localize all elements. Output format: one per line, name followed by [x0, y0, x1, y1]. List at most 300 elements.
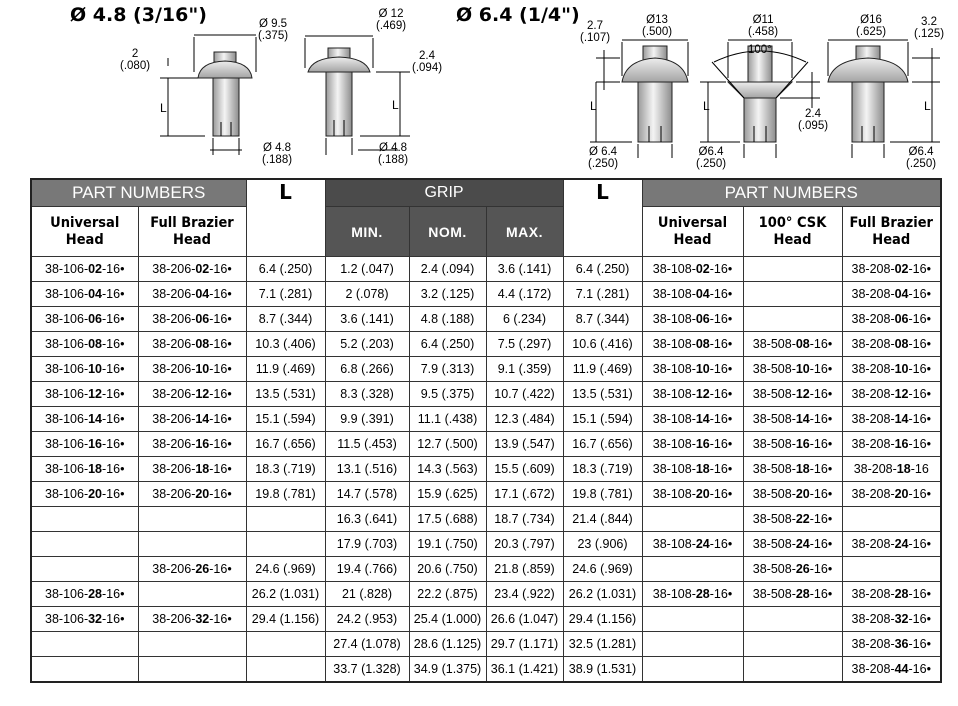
table-cell [31, 382, 138, 407]
table-cell [842, 557, 941, 582]
part-size-code: 02 [894, 262, 909, 276]
part-prefix: 38-106- [45, 487, 89, 501]
table-cell [642, 382, 743, 407]
part-suffix: -16• [908, 437, 931, 451]
part-size-code: 22 [795, 512, 810, 526]
part-size-code: 12 [88, 387, 103, 401]
rivet-drawings [0, 0, 958, 178]
table-cell: 16.7 (.656) [563, 432, 642, 457]
part-size-code: 08 [795, 337, 810, 351]
table-cell: 19.4 (.766) [325, 557, 409, 582]
table-cell: 11.9 (.469) [563, 357, 642, 382]
part-prefix: 38-106- [45, 412, 89, 426]
part-suffix: -16• [209, 312, 232, 326]
table-cell [138, 657, 246, 683]
table-cell: 19.8 (.781) [563, 482, 642, 507]
header-universal-head-right: Universal Head [642, 207, 743, 257]
header-full-brazier-head-right: Full Brazier Head [842, 207, 941, 257]
part-suffix: -16• [809, 412, 833, 426]
table-cell: 27.4 (1.078) [325, 632, 409, 657]
dim-shank1-dia: Ø 4.8 (.188) [262, 142, 293, 166]
dim-r-head2-dia: Ø11 (.458) [748, 14, 779, 38]
table-cell [743, 632, 842, 657]
table-row [31, 507, 941, 532]
header-csk-head: 100° CSK Head [743, 207, 842, 257]
table-cell: 18.3 (.719) [246, 457, 325, 482]
table-cell [138, 382, 246, 407]
part-prefix: 38-208- [851, 612, 895, 626]
part-size-code: 20 [195, 487, 210, 501]
part-suffix: -16• [809, 337, 833, 351]
table-cell: 17.5 (.688) [409, 507, 486, 532]
part-size-code: 06 [894, 312, 909, 326]
part-suffix: -16• [102, 387, 125, 401]
table-cell [642, 607, 743, 632]
part-prefix: 38-208- [851, 587, 895, 601]
part-size-code: 26 [195, 562, 210, 576]
table-cell [642, 582, 743, 607]
table-cell [31, 457, 138, 482]
table-cell: 32.5 (1.281) [563, 632, 642, 657]
table-row [31, 607, 941, 632]
part-size-code: 16 [795, 437, 810, 451]
table-cell: 7.9 (.313) [409, 357, 486, 382]
part-prefix: 38-508- [752, 437, 796, 451]
part-suffix: -16• [102, 437, 125, 451]
table-cell: 13.5 (.531) [563, 382, 642, 407]
part-suffix: -16• [209, 412, 232, 426]
part-size-code: 14 [195, 412, 210, 426]
part-suffix: -16• [908, 412, 931, 426]
table-cell: 23 (.906) [563, 532, 642, 557]
table-cell [31, 657, 138, 683]
table-cell: 29.4 (1.156) [563, 607, 642, 632]
table-cell [642, 257, 743, 282]
table-cell [138, 257, 246, 282]
table-row [31, 307, 941, 332]
part-prefix: 38-206- [152, 337, 196, 351]
part-prefix: 38-106- [45, 312, 89, 326]
table-row [31, 457, 941, 482]
table-cell: 11.9 (.469) [246, 357, 325, 382]
rivet-universal-4-8 [160, 35, 256, 155]
part-size-code: 10 [795, 362, 810, 376]
table-cell [642, 482, 743, 507]
table-cell: 14.7 (.578) [325, 482, 409, 507]
part-prefix: 38-108- [652, 412, 696, 426]
table-cell [31, 607, 138, 632]
part-prefix: 38-208- [851, 437, 895, 451]
part-size-code: 08 [88, 337, 103, 351]
part-size-code: 02 [195, 262, 210, 276]
part-suffix: -16• [102, 612, 125, 626]
part-prefix: 38-208- [851, 412, 895, 426]
part-size-code: 08 [894, 337, 909, 351]
dim-r-head3-dia: Ø16 (.625) [856, 14, 887, 38]
table-cell [743, 657, 842, 683]
part-size-code: 20 [88, 487, 103, 501]
part-size-code: 12 [195, 387, 210, 401]
table-cell: 15.9 (.625) [409, 482, 486, 507]
table-row [31, 432, 941, 457]
header-length-left: L [246, 179, 325, 257]
part-prefix: 38-206- [152, 462, 196, 476]
part-size-code: 28 [88, 587, 103, 601]
part-suffix: -16• [709, 312, 733, 326]
table-cell [246, 657, 325, 683]
table-cell [138, 532, 246, 557]
dim-r-head1-height: 2.7 (.107) [580, 20, 611, 44]
table-cell: 26.2 (1.031) [246, 582, 325, 607]
table-cell [246, 632, 325, 657]
table-cell: 11.1 (.438) [409, 407, 486, 432]
table-cell: 13.1 (.516) [325, 457, 409, 482]
rivet-drawing-svg [0, 0, 958, 178]
table-cell [743, 557, 842, 582]
table-cell [246, 532, 325, 557]
table-cell: 12.7 (.500) [409, 432, 486, 457]
part-suffix: -16• [102, 262, 125, 276]
part-suffix: -16• [908, 487, 931, 501]
table-cell [743, 457, 842, 482]
part-size-code: 02 [88, 262, 103, 276]
header-grip-nom: NOM. [409, 207, 486, 257]
part-size-code: 04 [88, 287, 103, 301]
dim-r-length-1: L [590, 99, 597, 113]
table-cell: 2.4 (.094) [409, 257, 486, 282]
table-cell: 19.1 (.750) [409, 532, 486, 557]
part-size-code: 44 [894, 662, 909, 676]
table-cell: 7.1 (.281) [246, 282, 325, 307]
dim-r-head2-height: 2.4 (.095) [798, 108, 829, 132]
part-size-code: 10 [695, 362, 710, 376]
table-cell [138, 607, 246, 632]
part-prefix: 38-108- [652, 387, 696, 401]
part-size-code: 12 [695, 387, 710, 401]
part-prefix: 38-108- [652, 437, 696, 451]
part-prefix: 38-208- [851, 387, 895, 401]
table-row [31, 557, 941, 582]
part-size-code: 18 [695, 462, 710, 476]
table-cell [842, 657, 941, 683]
table-cell: 33.7 (1.328) [325, 657, 409, 683]
part-size-code: 02 [695, 262, 710, 276]
table-cell: 8.7 (.344) [563, 307, 642, 332]
table-cell: 21.8 (.859) [486, 557, 563, 582]
table-cell [842, 532, 941, 557]
table-cell: 13.9 (.547) [486, 432, 563, 457]
part-prefix: 38-108- [652, 462, 696, 476]
table-cell [842, 632, 941, 657]
table-cell [743, 482, 842, 507]
table-cell [31, 507, 138, 532]
table-cell [642, 532, 743, 557]
part-suffix: -16• [709, 387, 733, 401]
part-suffix: -16• [709, 587, 733, 601]
part-prefix: 38-508- [752, 362, 796, 376]
part-suffix: -16• [809, 562, 833, 576]
part-prefix: 38-206- [152, 612, 196, 626]
part-prefix: 38-108- [652, 587, 696, 601]
table-row [31, 657, 941, 683]
table-cell: 18.7 (.734) [486, 507, 563, 532]
header-full-brazier-head-left: Full Brazier Head [138, 207, 246, 257]
part-suffix: -16• [908, 312, 931, 326]
table-cell: 28.6 (1.125) [409, 632, 486, 657]
table-cell: 4.8 (.188) [409, 307, 486, 332]
dim-head2-dia: Ø 12 (.469) [376, 8, 407, 32]
dim-length-1: L [160, 101, 167, 115]
part-size-code: 20 [894, 487, 909, 501]
part-size-code: 04 [894, 287, 909, 301]
table-cell [743, 532, 842, 557]
part-suffix: -16• [908, 637, 931, 651]
table-cell: 21 (.828) [325, 582, 409, 607]
table-cell [31, 482, 138, 507]
part-prefix: 38-106- [45, 612, 89, 626]
part-size-code: 12 [795, 387, 810, 401]
part-prefix: 38-208- [851, 337, 895, 351]
table-cell: 12.3 (.484) [486, 407, 563, 432]
part-suffix: -16• [709, 487, 733, 501]
table-cell [842, 382, 941, 407]
part-size-code: 20 [695, 487, 710, 501]
part-suffix: -16• [209, 337, 232, 351]
part-prefix: 38-206- [152, 287, 196, 301]
part-size-code: 14 [88, 412, 103, 426]
table-row [31, 582, 941, 607]
table-cell [642, 332, 743, 357]
table-cell [743, 332, 842, 357]
table-cell [842, 257, 941, 282]
part-prefix: 38-508- [752, 587, 796, 601]
part-prefix: 38-106- [45, 462, 89, 476]
table-row [31, 632, 941, 657]
table-cell: 17.1 (.672) [486, 482, 563, 507]
part-suffix: -16• [809, 512, 833, 526]
table-cell [138, 582, 246, 607]
part-prefix: 38-106- [45, 587, 89, 601]
part-size-code: 08 [195, 337, 210, 351]
table-cell: 26.2 (1.031) [563, 582, 642, 607]
table-cell [842, 582, 941, 607]
table-cell [842, 507, 941, 532]
part-size-code: 14 [695, 412, 710, 426]
part-size-code: 18 [195, 462, 210, 476]
part-prefix: 38-508- [752, 412, 796, 426]
table-cell: 6.4 (.250) [409, 332, 486, 357]
table-cell: 14.3 (.563) [409, 457, 486, 482]
part-prefix: 38-508- [752, 537, 796, 551]
part-suffix: -16• [908, 387, 931, 401]
part-suffix: -16• [908, 362, 931, 376]
part-prefix: 38-208- [851, 362, 895, 376]
part-suffix: -16• [209, 462, 232, 476]
part-suffix: -16• [908, 587, 931, 601]
part-size-code: 04 [695, 287, 710, 301]
part-size-code: 32 [195, 612, 210, 626]
part-prefix: 38-208- [851, 537, 895, 551]
table-cell [842, 482, 941, 507]
part-size-code: 28 [795, 587, 810, 601]
table-cell: 23.4 (.922) [486, 582, 563, 607]
table-cell: 3.2 (.125) [409, 282, 486, 307]
table-cell [138, 307, 246, 332]
part-prefix: 38-108- [652, 312, 696, 326]
part-size-code: 28 [894, 587, 909, 601]
table-cell [642, 357, 743, 382]
rivet-csk-6-4 [700, 40, 820, 158]
table-cell: 25.4 (1.000) [409, 607, 486, 632]
part-prefix: 38-106- [45, 437, 89, 451]
table-cell [743, 607, 842, 632]
part-suffix: -16• [102, 337, 125, 351]
section-title-3-16: Ø 4.8 (3/16") [70, 4, 207, 26]
part-prefix: 38-508- [752, 512, 796, 526]
table-cell [31, 532, 138, 557]
part-size-code: 32 [894, 612, 909, 626]
table-cell: 3.6 (.141) [486, 257, 563, 282]
part-size-code: 06 [195, 312, 210, 326]
header-part-numbers-right: PART NUMBERS [642, 179, 941, 207]
part-prefix: 38-206- [152, 387, 196, 401]
part-suffix: -16• [709, 537, 733, 551]
table-cell: 24.2 (.953) [325, 607, 409, 632]
part-suffix: -16• [809, 587, 833, 601]
table-cell [743, 407, 842, 432]
table-body [31, 257, 941, 683]
part-suffix: -16• [102, 362, 125, 376]
table-cell: 16.3 (.641) [325, 507, 409, 532]
part-prefix: 38-206- [152, 487, 196, 501]
table-cell [31, 407, 138, 432]
part-size-code: 16 [894, 437, 909, 451]
dim-head1-dia: Ø 9.5 (.375) [258, 18, 289, 42]
table-cell: 8.7 (.344) [246, 307, 325, 332]
dim-head2-height: 2.4 (.094) [412, 50, 443, 74]
table-cell [138, 557, 246, 582]
part-suffix: -16• [209, 562, 232, 576]
table-cell [31, 307, 138, 332]
table-cell [138, 332, 246, 357]
table-cell: 24.6 (.969) [563, 557, 642, 582]
part-suffix: -16• [908, 537, 931, 551]
table-cell: 10.6 (.416) [563, 332, 642, 357]
part-prefix: 38-206- [152, 437, 196, 451]
part-size-code: 24 [894, 537, 909, 551]
table-cell [31, 357, 138, 382]
table-cell [31, 557, 138, 582]
table-row [31, 407, 941, 432]
part-size-code: 18 [896, 462, 911, 476]
part-size-code: 20 [795, 487, 810, 501]
part-prefix: 38-108- [652, 262, 696, 276]
table-cell: 1.2 (.047) [325, 257, 409, 282]
table-cell [743, 432, 842, 457]
dim-r-shank1-dia: Ø 6.4 (.250) [588, 146, 619, 170]
part-size-code: 10 [195, 362, 210, 376]
part-size-code: 14 [795, 412, 810, 426]
rivet-brazier-4-8 [305, 36, 410, 155]
section-title-1-4: Ø 6.4 (1/4") [456, 4, 580, 26]
table-cell [642, 557, 743, 582]
table-cell: 15.5 (.609) [486, 457, 563, 482]
table-cell [31, 632, 138, 657]
part-suffix: -16• [209, 487, 232, 501]
part-suffix: -16• [709, 262, 733, 276]
table-cell [642, 407, 743, 432]
part-size-code: 08 [695, 337, 710, 351]
table-cell: 9.9 (.391) [325, 407, 409, 432]
table-cell [743, 582, 842, 607]
part-suffix: -16• [809, 362, 833, 376]
table-cell: 6.4 (.250) [563, 257, 642, 282]
table-cell: 6.4 (.250) [246, 257, 325, 282]
part-prefix: 38-508- [752, 562, 796, 576]
table-cell: 20.3 (.797) [486, 532, 563, 557]
table-cell [138, 482, 246, 507]
table-cell [642, 657, 743, 683]
part-size-code: 06 [88, 312, 103, 326]
part-size-code: 36 [894, 637, 909, 651]
header-grip-max: MAX. [486, 207, 563, 257]
table-cell [743, 357, 842, 382]
part-prefix: 38-208- [851, 312, 895, 326]
part-size-code: 14 [894, 412, 909, 426]
table-cell [842, 457, 941, 482]
part-size-code: 16 [195, 437, 210, 451]
part-size-code: 16 [695, 437, 710, 451]
part-prefix: 38-508- [752, 462, 796, 476]
part-suffix: -16• [209, 612, 232, 626]
part-size-code: 10 [88, 362, 103, 376]
part-prefix: 38-508- [752, 387, 796, 401]
part-prefix: 38-206- [152, 262, 196, 276]
table-cell [743, 257, 842, 282]
header-part-numbers-left: PART NUMBERS [31, 179, 246, 207]
table-cell [138, 457, 246, 482]
part-prefix: 38-106- [45, 387, 89, 401]
part-suffix: -16• [209, 262, 232, 276]
part-prefix: 38-208- [851, 637, 895, 651]
table-cell [842, 607, 941, 632]
table-cell [842, 407, 941, 432]
table-cell [842, 282, 941, 307]
part-prefix: 38-108- [652, 337, 696, 351]
table-row [31, 357, 941, 382]
part-suffix: -16 [910, 462, 929, 476]
part-suffix: -16• [908, 262, 931, 276]
table-cell: 22.2 (.875) [409, 582, 486, 607]
part-size-code: 18 [795, 462, 810, 476]
part-suffix: -16• [809, 437, 833, 451]
table-cell [246, 507, 325, 532]
part-prefix: 38-108- [652, 487, 696, 501]
part-suffix: -16• [809, 462, 833, 476]
table-row [31, 257, 941, 282]
table-cell: 3.6 (.141) [325, 307, 409, 332]
part-suffix: -16• [102, 462, 125, 476]
table-cell: 6 (.234) [486, 307, 563, 332]
part-prefix: 38-208- [851, 487, 895, 501]
part-suffix: -16• [809, 487, 833, 501]
table-cell: 9.1 (.359) [486, 357, 563, 382]
table-cell [743, 282, 842, 307]
table-cell [743, 307, 842, 332]
table-cell: 20.6 (.750) [409, 557, 486, 582]
part-prefix: 38-108- [652, 362, 696, 376]
table-cell: 36.1 (1.421) [486, 657, 563, 683]
